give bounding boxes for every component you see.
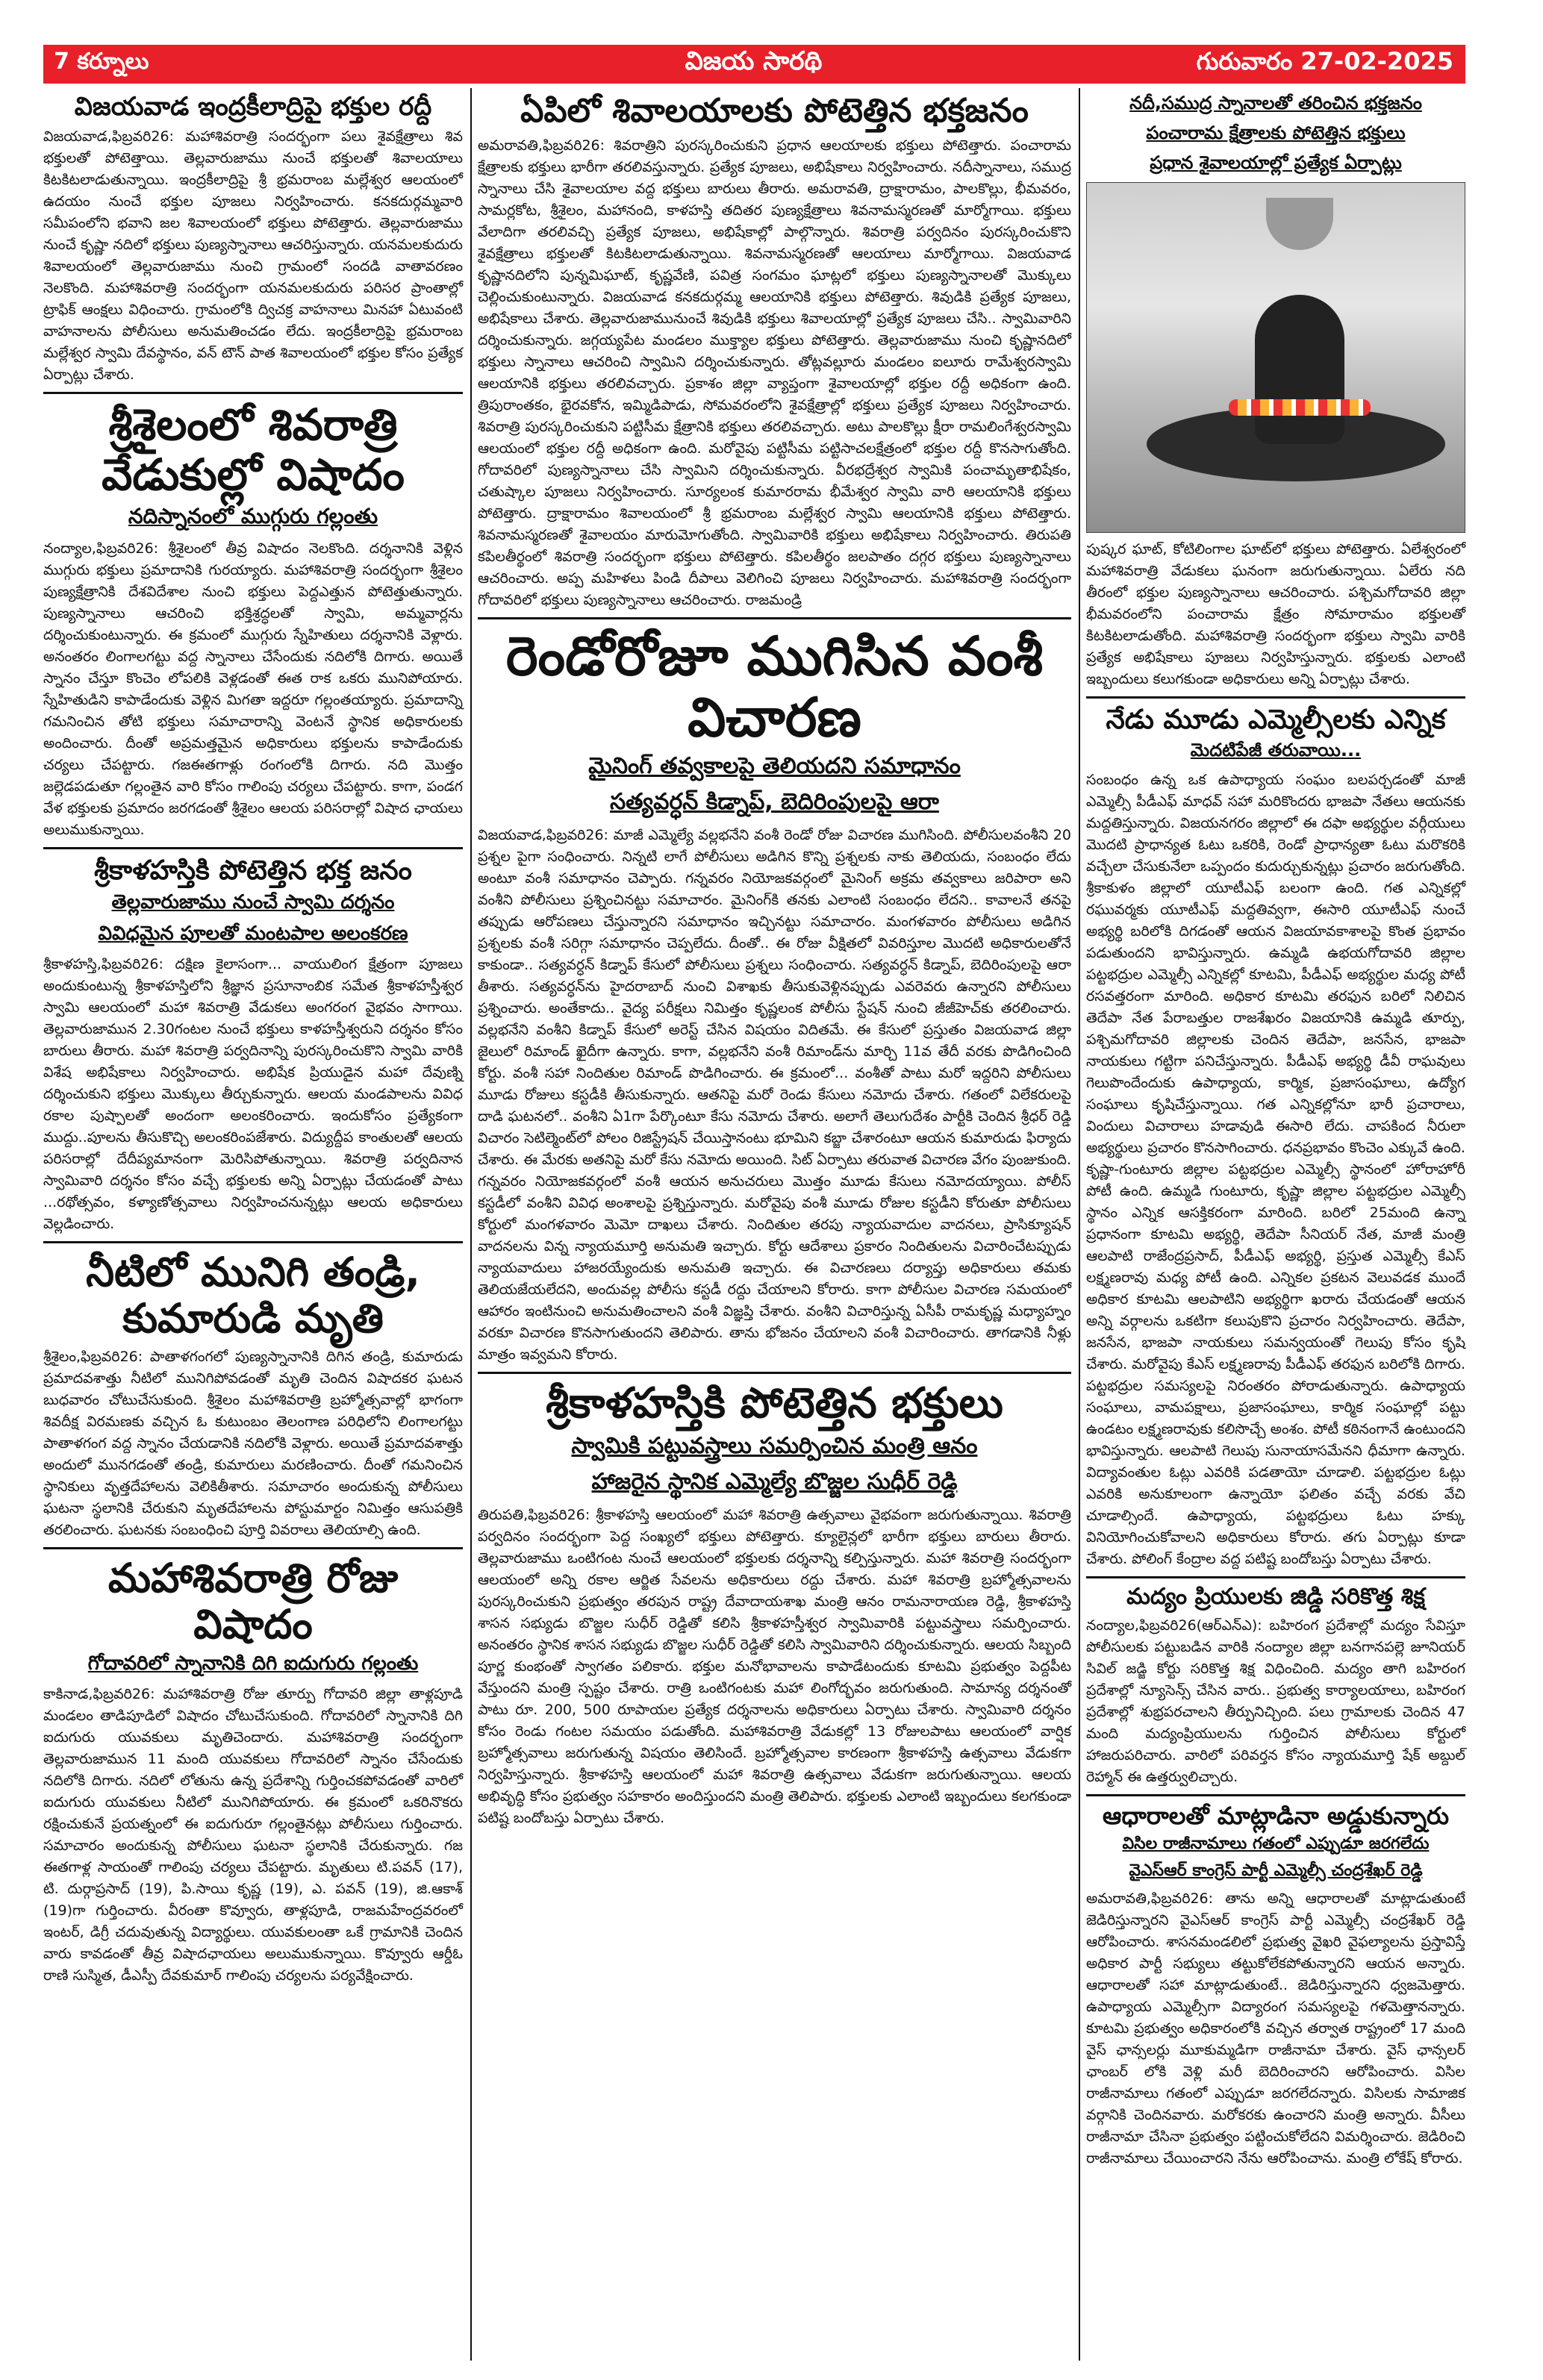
divider xyxy=(1086,696,1465,699)
divider xyxy=(1086,1576,1465,1578)
article-body: సంబంధం ఉన్న ఒక ఉపాధ్యాయ సంఘం బలపర్చడంతో మాజీ ఎమ్మెల్సీ పీడీఎఫ్ మాధవ్ సహా మరికొందరు భాజపా నేతలు ఆయనకు మద్దతిస్తున్నారు. విజయనగరం జిల్లాలో ఈ దఫా అభ్యర్థుల వర్గీయులు మొదటి ప్రాధాన్యత ఓటు ఒకరికి, రెండో ప్రాధాన్యతా ఓటు మరొకరికి వచ్చేలా చేసుకునేలా ఒప్పందం కుదుర్చుకున్నట్లు ప్రచారం జరుగుతోంది. శ్రీకాకుళం జిల్లాలో యూటీఎఫ్ బలంగా ఉంది. గత ఎన్నికల్లో రఘువర్మకు యూటీఎఫ్ మద్దతివ్వగా, ఈసారి యూటీఎఫ్ నుంచే అభ్యర్థి బరిలోకి దిగడంతో ఆయన విజయావకాశాలపై కొంత ప్రభావం పడుతుందని భావిస్తున్నారు. ఉమ్మడి ఉభయగోదావరి జిల్లాల పట్టభద్రుల ఎమ్మెల్సీ ఎన్నికల్లో కూటమి, పీడీఎఫ్ అభ్యర్థుల మధ్య పోటీ రసవత్తరంగా మారింది. అధికార కూటమి తరఫున బరిలో నిలిచిన తెదేపా నేత పేరాబత్తుల రాజశేఖరం విజయానికి ఉమ్మడి తూర్పు, పశ్చిమగోదావరి జిల్లాలకు చెందిన తెదేపా, జనసేన, భాజపా నాయకులు గట్టిగా పనిచేస్తున్నారు. పీడీఎఫ్ అభ్యర్థి డీవీ రాఘవులు గెలుపొందేందుకు ఉపాధ్యాయ, కార్మిక, ప్రజాసంఘాలు, ఉద్యోగ సంఘాలు కృషిచేస్తున్నాయి. గత ఎన్నికల్లోనూ భారీ ప్రచారాలు, విందులు విచారాలు హడావుడి ఈసారి లేదు. చాపకింద నీరులా అభ్యర్థులు ప్రచారం కొనసాగించారు. ధనప్రభావం కొంచెం ఎక్కువే ఉంది. కృష్ణా-గుంటూరు జిల్లాల పట్టభద్రుల ఎమ్మెల్సీ స్థానంలో హోరాహోరీ పోటీ ఉంది. ఉమ్మడి గుంటూరు, కృష్ణా జిల్లాల పట్టభద్రుల ఎమ్మెల్సీ స్థానం ఎన్నిక ఆసక్తికరంగా మారింది. బరిలో 25మంది ఉన్నా ప్రధానంగా కూటమి అభ్యర్థి, తెదేపా సీనియర్ నేత, మాజీ మంత్రి ఆలపాటి రాజేంద్రప్రసాద్, పీడీఎఫ్ అభ్యర్థి, ప్రస్తుత ఎమ్మెల్సీ కేఎస్ లక్ష్మణరావు మధ్య పోటీ ఉంది. ఎన్నికల ప్రకటన వెలువడక ముందే అధికార కూటమి ఆలపాటిని అభ్యర్థిగా ఖరారు చేయడంతో ఆయన అన్ని వర్గాలను ఒకటిగా కలుపుకొని ప్రచారం నిర్వహించారు. తెదేపా, జనసేన, భాజపా నాయకులు సమన్వయంతో గెలుపు కోసం కృషి చేశారు. మరోవైపు కేఎస్ లక్ష్మణరావు పీడీఎఫ్ తరఫున బరిలోకి దిగారు. పట్టభద్రుల సమస్యలపై నిరంతరం పోరాడుతున్నారు. ఉపాధ్యాయ సంఘాలు, వామపక్షాలు, ప్రజాసంఘాలు, కార్మిక సంఘాల్లో పట్టు ఉండటం లక్ష్మణరావుకు కలిసొచ్చే అంశం. పోటీ కఠినంగానే ఉంటుందని భావిస్తున్నారు. ఆలపాటి గెలుపు సునాయాసమేనని ధీమాగా ఉన్నారు. విద్యావంతుల ఓట్లు ఎవరికి పడతాయో చూడాలి. పట్టభద్రుల ఓట్లు ఎవరికి అనుకూలంగా ఉన్నాయో ఫలితం వచ్చే వరకు వేచి చూడాల్సిందే. ఉపాధ్యాయ, పట్టభద్రులు ఓటు హక్కు వినియోగించుకోవాలని అధికారులు కోరారు. తగు ఏర్పాట్లు కూడా చేశారు. పోలింగ్ కేంద్రాల వద్ద పటిష్ట బందోబస్తు ఏర్పాటు చేశారు. xyxy=(1086,772,1466,1568)
article-subheadline: ప్రధాన శైవాలయాల్లో ప్రత్యేక ఏర్పాట్లు xyxy=(1150,152,1402,173)
article-headline: మహాశివరాత్రి రోజు విషాదం xyxy=(107,1555,399,1649)
divider xyxy=(43,847,463,849)
article-body: అమరావతి,ఫిబ్రవరి26: శివరాత్రిని పురస్కరించుకుని ప్రధాన ఆలయాలకు భక్తులు పోటెత్తారు. పంచారామ క్షేత్రాలకు భక్తులు భారీగా తరలివస్తున్నారు. ప్రత్యేక పూజలు, అభిషేకాలు నిర్వహించారు. నదీస్నానాలు, సముద్ర స్నానాలు చేసి శైవాలయాల వద్ద భక్తులు బారులు తీరారు. అమరావతి, ద్రాక్షారామం, పాలకొల్లు, భీమవరం, సామర్లకోట, శ్రీశైలం, మహానంది, కాళహస్తి తదితర పుణ్యక్షేత్రాలు శివనామస్మరణతో మార్మోగాయి. భక్తులు వేలాదిగా తరలివచ్చి ప్రత్యేక పూజలు, అభిషేకాల్లో పాల్గొన్నారు. శివరాత్రి పర్వదినం పురస్కరించుకొని శైవక్షేత్రాలు భక్తులతో కిటకిటలాడుతున్నాయి. శివనామస్మరణతో ఆలయాలు మార్మోగాయి. విజయవాడ కృష్ణానదిలోని పున్నమిఘాట్, కృష్ణవేణి, పవిత్ర సంగమం ఘాట్లలో భక్తులు పుణ్యస్నానాలతో మొక్కులు చెల్లించుకుంటున్నారు. విజయవాడ కనకదుర్గమ్మ ఆలయానికి భక్తులు పోటెత్తారు. శివుడికి ప్రత్యేక పూజలు, అభిషేకాలు చేశారు. తెల్లవారుజామునుంచే శివుడికి భక్తులు శివాలయాల్లో ప్రత్యేక పూజలు చేసి.. స్వామివారిని దర్శించుకున్నారు. జగ్గయ్యపేట మండలం ముక్త్యాల భక్తులు పోటెత్తారు. తెల్లవారుజాము నుంచి కృష్ణానదిలో భక్తులు స్నానాలు ఆచరించి స్వామిని దర్శించుకున్నారు. తోట్లవల్లూరు మండలం ఐలూరు రామేశ్వరస్వామి ఆలయానికి భక్తులు తరలివచ్చారు. ప్రకాశం జిల్లా వ్యాప్తంగా శైవాలయాల్లో భక్తుల రద్దీ అధికంగా ఉంది. త్రిపురాంతకం, భైరవకోన, ఇమ్మిడిపాడు, సోమవరంలోని శైవక్షేత్రాల్లో భక్తులు ప్రత్యేక పూజలు నిర్వహించారు. శివరాత్రి పురస్కరించుకుని పట్టిసీమ క్షేత్రానికి భక్తులు తరలివచ్చారు. అటు పాలకొల్లు క్షీరా రామలింగేశ్వరస్వామి ఆలయంలో భక్తుల రద్దీ అధికంగా ఉంది. మరోవైపు పట్టిసీమ పట్టిసాచలక్షేత్రంలో భక్తుల రద్దీ కొనసాగుతోంది. గోదావరిలో పుణ్యస్నానాలు చేసి స్వామిని దర్శించుకున్నారు. వీరభద్రేశ్వర స్వామికి పంచామృతాభిషేకం, చతుష్కాల పూజలు నిర్వహించారు. సూర్యలంక కుమారరామ భీమేశ్వర స్వామి వారి ఆలయానికి భక్తులు పోటెత్తారు. ద్రాక్షారామం శివాలయంలో శ్రీ భ్రమరాంబ మల్లేశ్వర స్వామి ఆలయానికి భక్తులు పోటెత్తారు. శివనామస్మరణతో శైవాలయం మారుమోగుతోంది. స్వామివారికి భక్తులు అభిషేకాలు నిర్వహించారు. తిరుపతి కపిలతీర్థంలో శివరాత్రి సందర్భంగా భక్తులు పోటెత్తారు. కపిలతీర్థం జలపాతం దగ్గర భక్తులు పుణ్యస్నానాలు ఆచరించారు. అప్ప మహిళలు పిండి దీపాలు వెలిగించి పూజలు నిర్వహించారు. మహాశివరాత్రి సందర్భంగా గోదావరిలో భక్తులు పుణ్యస్నానాలు ఆచరించారు. రాజమండ్రి xyxy=(478,137,1071,608)
shivalinga-photo xyxy=(1086,182,1465,533)
divider xyxy=(43,1241,463,1243)
shivalinga xyxy=(1255,295,1344,444)
newspaper-name: విజయ సారథి xyxy=(685,46,823,76)
article-subheadline: వైఎస్‌ఆర్ కాంగ్రెస్ పార్టీ ఎమ్మెల్సీ చంద్రశేఖర్ రెడ్డి xyxy=(1129,1861,1423,1880)
divider xyxy=(43,1547,463,1549)
article-headline: నీటిలో మునిగి తండ్రి, కుమారుడి మృతి xyxy=(86,1248,420,1342)
article-headline: నేడు మూడు ఎమ్మెల్సీలకు ఎన్నిక xyxy=(1106,705,1446,735)
article-headline: మద్యం ప్రియులకు జిడ్డి సరికొత్త శిక్ష xyxy=(1126,1584,1425,1611)
article-headline: విజయవాడ ఇంద్రకీలాద్రిపై భక్తుల రద్దీ xyxy=(74,92,432,122)
abhishekam-vessel xyxy=(1266,198,1333,250)
article-body: నంద్యాల,ఫిబ్రవరి26(ఆర్ఎన్ఎ): బహిరంగ ప్రదేశాల్లో మద్యం సేవిస్తూ పోలీసులకు పట్టుబడిన వారికి నంద్యాల జిల్లా బనగానపల్లె జూనియర్ సివిల్ జడ్జి కోర్టు సరికొత్త శిక్ష విధించింది. మద్యం తాగి బహిరంగ ప్రదేశాల్లో న్యూసెన్స్ చేసిన వారు.. ప్రభుత్వ కార్యాలయాలు, బహిరంగ ప్రదేశాల్లో శుభ్రపరచాలని తీర్పునిచ్చింది. పలు గ్రామాలకు చెందిన 47 మంది మద్యంప్రియులను గుర్తించిన పోలీసులు కోర్టులో హాజరుపరిచారు. వారిలో పరివర్తన కోసం న్యాయమూర్తి షేక్ అబ్దుల్ రెహ్మాన్ ఈ ఉత్తర్వులిచ్చారు. xyxy=(1086,1617,1465,1785)
column-divider xyxy=(1079,88,1080,2361)
divider xyxy=(1086,1794,1465,1796)
article-subheadline: నదీ,సముద్ర స్నానాలతో తరించిన భక్తజనం xyxy=(1129,93,1422,113)
article-body: విజయవాడ,ఫిబ్రవరి26: మహాశివరాత్రి సందర్భంగా పలు శైవక్షేత్రాలు శివ భక్తులతో పోటెత్తాయి. తెల్లవారుజాము నుంచే భక్తులతో శివాలయాలు కిటకిటలాడుతున్నాయి. ఇంద్రకీలాద్రిపై శ్రీ భ్రమరాంబ మల్లేశ్వర ఆలయంలో ఉదయం నుంచే భక్తుల పూజలు నిర్వహించారు. కనకదుర్గమ్మవారి సమీపంలోని భవాని జల శివాలయంలో భక్తులు పోటెత్తారు. తెల్లవారుజాము నుంచే కృష్ణా నదిలో భక్తులు పుణ్యస్నానాలు ఆచరిస్తున్నారు. యనమలకుదురు శివాలయంలో తెల్లవారుజాము నుంచి గ్రామంలో సందడి వాతావరణం నెలకొంది. మహాశివరాత్రి సందర్భంగా యనమలకుదురు పరిసర ప్రాంతాల్లో ట్రాఫిక్ ఆంక్షలు విధించారు. గ్రామంలోకి ద్విచక్ర వాహనాలు మినహా ఏటువంటి వాహనాలను పోలీసులు అనుమతించడం లేదు. ఇంద్రకీలాద్రిపై భ్రమరాంబ మల్లేశ్వర స్వామి దేవస్థానం, వన్ టౌన్ పాత శివాలయంలో భక్తుల కోసం ప్రత్యేక ఏర్పాట్లు చేశారు. xyxy=(43,128,463,384)
divider xyxy=(478,1372,1071,1374)
column-center xyxy=(478,88,1071,1829)
article-body: అమరావతి,ఫిబ్రవరి26: తాను అన్ని ఆధారాలతో మాట్లాడుతుంటే జెడిరిస్తున్నారని వైఎస్ఆర్ కాంగ్రెస్ పార్టీ ఎమ్మెల్సీ చంద్రశేఖర్ రెడ్డి ఆరోపించారు. శాసనమండలిలో ప్రభుత్వ వైఖరి వైఫల్యాలను ప్రస్తావిస్తే అధికార పార్టీ సభ్యులు తట్టుకోలేకపోతున్నారని ఆయన అన్నారు. ఆధారాలతో సహా మాట్లాడుతుంటే.. జెడిరిస్తున్నారని ధ్వజమెత్తారు. ఉపాధ్యాయ ఎమ్మెల్సీగా విద్యారంగ సమస్యలపై గళమెత్తానన్నారు. కూటమి ప్రభుత్వం అధికారంలోకి వచ్చిన తర్వాత రాష్ట్రంలో 17 మంది వైస్ ఛాన్సలర్లు మూకుమ్మడిగా రాజీనామా చేశారు. వైస్ ఛాన్సలర్ ఛాంబర్ లోకి వెళ్లి మరీ బెదిరించారని ఆరోపించారు. విసిల రాజీనామాలు గతంలో ఎప్పుడూ జరగలేదన్నారు. విసిలకు సామాజిక వర్గానికి చెందినవారు. మరోకరకు ఉంచారని మంత్రి అన్నారు. వీసీలు రాజీనామా చేసినా ప్రభుత్వం పట్టించుకోలేదని విమర్శించారు. జెడిరించి రాజీనామాలు చేయించారని నేను ఆరోపించాను. మంత్రి లోకేష్ కోరారు. xyxy=(1086,1890,1465,2167)
article-subheadline: మైనింగ్ తవ్వకాలపై తెలియదని సమాధానం xyxy=(588,753,961,780)
flower-garland xyxy=(1229,399,1371,416)
article-headline: ఆధారాలతో మాట్లాడినా అడ్డుకున్నారు xyxy=(1102,1801,1450,1830)
article-headline: ఏపిలో శివాలయాలకు పోటెత్తిన భక్తజనం xyxy=(520,92,1029,130)
article-subheadline: మెదటిపేజీ తరువాయి... xyxy=(1190,740,1362,761)
article-body: కాకినాడ,ఫిబ్రవరి26: మహాశివరాత్రి రోజు తూర్పు గోదావరి జిల్లా తాళ్లపూడి మండలం తాడిపూడిలో విషాదం చోటుచేసుకుంది. గోదావరిలో స్నానానికి దిగి ఐదుగురు యువకులు మృతిచెందారు. మహాశివరాత్రి సందర్భంగా తెల్లవారుజామున 11 మంది యువకులు గోదావరిలో స్నానం చేసేందుకు నదిలోకి దిగారు. నదిలో లోతును ఉన్న ప్రదేశాన్ని గుర్తించకపోవడంతో వారిలో ఐదుగురు యువకులు నీటిలో మునిగిపోయారు. ఈ క్రమంలో ఒకరినొకరు రక్షించుకునే ప్రయత్నంలో ఈ ఐదుగురూ గల్లంతైనట్లు పోలీసులు గుర్తించారు. సమాచారం అందుకున్న పోలీసులు ఘటనా స్థలానికి చేరుకున్నారు. గజ ఈతగాళ్ల సాయంతో గాలింపు చర్యలు చేపట్టారు. మృతులు టి.పవన్ (17), టి. దుర్గాప్రసాద్ (19), పి.సాయి కృష్ణ (19), ఎ. పవన్ (19), జి.ఆకాశ్ (19)గా గుర్తించారు. వీరంతా కొవ్వూరు, తాళ్లపూడి, రాజమహేంద్రవరంలో ఇంటర్, డిగ్రీ చదువుతున్న విద్యార్థులు. యువకులంతా ఒకే గ్రామానికి చెందిన వారు కావడంతో తీవ్ర విషాదఛాయలు అలుముకున్నాయి. కొవ్వూరు ఆర్డీఓ రాణి సుస్మిత, డీఎస్పీ దేవకుమార్ గాలింపు చర్యలను పర్యవేక్షించారు. xyxy=(43,1686,463,1984)
article-subheadline: స్వామికి పట్టువస్త్రాలు సమర్పించిన మంత్రి ఆనం xyxy=(571,1432,978,1459)
article-subheadline: హాజరైన స్థానిక ఎమ్మెల్యే బొజ్జల సుధీర్ రెడ్డి xyxy=(591,1468,958,1495)
issue-date: గురువారం 27-02-2025 xyxy=(1196,47,1453,75)
article-body: పుష్కర ఘాట్, కోటిలింగాల ఘాట్‌లో భక్తులు పోటెత్తారు. ఏలేశ్వరంలో మహాశివరాత్రి వేడుకలు ఘనంగా జరుగుతున్నాయి. ఏలేరు నది తీరంలో భక్తుల పుణ్యస్నానాలు ఆచరించారు. పశ్చిమగోదావరి జిల్లా భీమవరంలోని పంచారామ క్షేత్రం సోమారామం భక్తులతో కిటకిటలాడుతోంది. మహాశివరాత్రి సందర్భంగా భక్తులు స్వామి వారికి ప్రత్యేక అభిషేకాలు పూజలు నిర్వహిస్తున్నారు. భక్తులకు ఎలాంటి ఇబ్బందులు కలుగకుండా అధికారులు అన్ని ఏర్పాట్లు చేశారు. xyxy=(1086,541,1465,687)
divider xyxy=(43,392,463,394)
article-body: విజయవాడ,ఫిబ్రవరి26: మాజీ ఎమ్మెల్యే వల్లభనేని వంశీ రెండో రోజు విచారణ ముగిసింది. పోలీసులవంశీని 20 ప్రశ్నల పైగా సంధించారు. నిన్నటి లాగే పోలీసులు అడిగిన కొన్ని ప్రశ్నలకు నాకు తెలియదు, సంబంధం లేదు అంటూ వంశీ సమాధానం చెప్పారు. గన్నవరం నియోజకవర్గంలో మైనింగ్ అక్రమ తవ్వకాలు జరిపారా అని వంశీని పోలీసులు ప్రశ్నించినట్టు సమాచారం. మైనింగ్‌కి తనకు ఎలాంటి సంబంధం లేదని.. కావాలనే తనపై తప్పుడు ఆరోపణలు చేస్తున్నారని సమాధానం ఇచ్చినట్టు సమాచారం. మంగళవారం పోలీసులు అడిగిన ప్రశ్నలకు వంశీ సరిగ్గా సమాధానం చెప్పలేదు. దీంతో.. ఈ రోజు వీక్షితలో వివరిస్తూల మొదటి అధికారులతోనే కాకుండా.. సత్యవర్ధన్ కిడ్నాప్ కేసులో పోలీసులు ప్రశ్నలు సంధించారు. సత్యవర్ధన్ కిడ్నాప్, బెదిరింపులపై ఆరా తీశారు. సత్యవర్ధన్‌ను హైదరాబాద్ నుంచి విశాఖకు తీసుకువెళ్లినప్పుడు ఎవరెవరు ఉన్నారని పోలీసులు ప్రశ్నించారు. అంతేకాదు.. వైద్య పరీక్షలు నిమిత్తం కృష్ణలంక పోలీసు స్టేషన్ నుంచి జీజీహెచ్‌కు తరలించారు. వల్లభనేని వంశీని కిడ్నాప్ కేసులో అరెస్ట్ చేసిన విషయం విదితమే. ఈ కేసులో ప్రస్తుతం విజయవాడ జిల్లా జైలులో రిమాండ్ ఖైదీగా ఉన్నారు. కాగా, వల్లభనేని వంశీ రిమాండ్‌ను మార్చి 11వ తేదీ వరకు పొడిగించింది కోర్టు. వంశీ సహా నిందితుల రిమాండ్ పొడిగించారు. ఈ క్రమంలో... వంశీతో పాటు మరో ఇద్దరిని పోలీసులు మూడు రోజులు కస్టడీకి తీసుకున్నారు. ఆతనిపై మరో రెండు కేసులు నమోదు చేశారు. గతంలో విలేకరులపై దాడి ఘటనలో.. వంశీని ఏ1గా పేర్కొంటూ కేసు నమోదు చేశారు. అలాగే తెలుగుదేశం పార్టీకి చెందిన శ్రీధర్ రెడ్డి విచారం సెటిల్మెంట్‌లో పోలం రిజిస్ట్రేషన్ చేయిస్తానంటు భూమిని కబ్జా చేశారంటూ ఆయన కుమారుడు ఫిర్యాదు చేశారు. ఈ మేరకు అతనిపై మరో కేసు నమోదు అయింది. సిట్ ఏర్పాటు తరువాత విచారణ వేగం పుంజుకుంది. గన్నవరం నియోజకవర్గంలో వంశీ ఆయన అనుచరులు మొత్తం మూడు కేసులు నమోదయ్యాయి. పోలీస్ కస్టడీలో వంశీని వివిధ అంశాలపై ప్రశ్నిస్తున్నారు. మరోవైపు వంశీ మూడు రోజుల కస్టడీని కోరుతూ పోలీసులు కోర్టులో మంగళవారం మెమో దాఖలు చేశారు. నిందితుల తరపు న్యాయవాదుల వాదనలు, ప్రాసిక్యూషన్ వాదనలను విన్న న్యాయమూర్తి అనుమతి ఇచ్చారు. కోర్టు ఆదేశాలు ప్రకారం నిందితులను విచారించేటప్పుడు న్యాయవాదులు హాజరయ్యేందుకు అనుమతి ఇచ్చారు. ఈ విచారణలు దర్యాప్తు అధికారులు తమకు తెలియజేయలేదని, అందువల్ల పోలీసు కస్టడీ రద్దు చేయాలని కోరారు. కాగా పోలీసుల విచారణ సమయంలో ఆహారం ఇంటినుంచి అనుమతించాలని వంశీ విజ్ఞప్తి చేశారు. వంశీని విచారిస్తున్న ఏసీపీ రామకృష్ణ మధ్యాహ్నం వరకూ విచారణ కొనసాగుతుందని తెలిపారు. తాను భోజనం చేయాలని వంశీ విచారించారు. తాగడానికి నీళ్లు మాత్రం ఇవ్వమని కోరారు. xyxy=(478,827,1071,1364)
article-subheadline: నదిస్నానంలో ముగ్గురు గల్లంతు xyxy=(128,504,378,529)
article-body: తిరుపతి,ఫిబ్రవరి26: శ్రీకాళహస్తి ఆలయంలో మహా శివరాత్రి ఉత్సవాలు వైభవంగా జరుగుతున్నాయి. శివరాత్రి పర్వదినం సందర్భంగా పెద్ద సంఖ్యలో భక్తులు పోటెత్తారు. క్యూలైన్లలో భారీగా భక్తులు బారులు తీరారు. తెల్లవారుజాము ఒంటిగంట నుంచే ఆలయంలో భక్తులకు దర్శనాన్ని కల్పిస్తున్నారు. మహా శివరాత్రి సందర్భంగా ఆలయంలో అన్ని రకాల ఆర్జిత సేవలను అధికారులు రద్దు చేశారు. మహా శివరాత్రి బ్రహ్మోత్సవాలను పురస్కరించుకుని ప్రభుత్వం తరపున రాష్ట్ర దేవాదాయశాఖ మంత్రి ఆనం రామనారాయణ రెడ్డి, శ్రీకాళహస్తి శాసన సభ్యుడు బొజ్జల సుధీర్ రెడ్డితో కలిసి శ్రీకాళహస్తీశ్వర స్వామివారికి పట్టువస్త్రాలు సమర్పించారు. అనంతరం స్థానిక శాసన సభ్యుడు బొజ్జల సుధీర్ రెడ్డితో కలిసి స్వామివారిని దర్శించుకున్నారు. ఆలయ సిబ్బంది పూర్ణ కుంభంతో స్వాగతం పలికారు. భక్తుల మనోభావాలను కాపాడేటందుకు కూటమి ప్రభుత్వం పెద్దపీట వేస్తుందని మంత్రి స్పష్టం చేశారు. రాత్రి ఒంటిగంటకు మహా లింగోద్భవం జరుగుతుంది. సామాన్య దర్శనంతో పాటు రూ. 200, 500 రూపాయల ప్రత్యేక దర్శనాలను అధికారులు ఏర్పాటు చేశారు. స్వామివారి దర్శనం కోసం రెండు గంటల సమయం పడుతోంది. మహాశివరాత్రి వేడుకల్లో 13 రోజులపాటు ఆలయంలో వార్షిక బ్రహ్మోత్సవాలు జరుగుతున్న విషయం తెలిసిందే. బ్రహ్మోత్సవాల కారణంగా శ్రీకాళహస్తి ఉత్సవాలు వేడుకగా నిర్వహిస్తున్నారు. శ్రీకాళహస్తి ఆలయంలో మహా శివరాత్రి ఉత్సవాలు వేడుకగా జరుగుతున్నాయి. ఆలయ అభివృద్ధి కోసం ప్రభుత్వం సహకారం అందిస్తుందని మంత్రి తెలిపారు. భక్తులకు ఎలాంటి ఇబ్బందులు కలగకుండా పటిష్ట బందోబస్తు ఏర్పాటు చేశారు. xyxy=(478,1506,1072,1826)
article-headline: శ్రీకాళహస్తికి పోటెత్తిన భక్త జనం xyxy=(94,855,412,887)
article-subheadline: పంచారామ క్షేత్రాలకు పోటెత్తిన భక్తులు xyxy=(1146,122,1406,143)
page-number: 7 కర్నూలు xyxy=(54,49,149,75)
article-headline: శ్రీకాళహస్తికి పోటెత్తిన భక్తులు xyxy=(546,1379,1003,1428)
article-subheadline: వివిధమైన పూలతో మంటపాల అలంకరణ xyxy=(98,922,408,945)
article-body: శ్రీశైలం,ఫిబ్రవరి26: పాతాళగంగలో పుణ్యస్నానానికి దిగిన తండ్రి, కుమారుడు ప్రమాదవశాత్తు నీటిలో మునిగిపోవడంతో మృతి చెందిన విషాదకర ఘటన బుధవారం చోటుచేసుకుంది. శ్రీశైలం మహాశివరాత్రి బ్రహ్మోత్సవాల్లో భాగంగా శివదీక్ష విరమణకు వచ్చిన ఓ కుటుంబం తెలంగాణ పరిధిలోని లింగాలగట్టు పాతాళగంగ వద్ద స్నానం చేయడానికి నదిలోకి వెళ్లారు. అయితే ప్రమాదవశాత్తు అందులో మునగడంతో తండ్రి, కుమారులు మరణించారు. దీంతో గమనించిన స్థానికులు వృత్తదేహాలను వెలికితీశారు. సమాచారం అందుకున్న పోలీసులు ఘటనా స్థలానికి చేరుకుని మృతదేహాలను పోస్టుమార్టం నిమిత్తం ఆసుపత్రికి తరలించారు. ఘటనకు సంబంధించి పూర్తి వివరాలు తెలియాల్సి ఉంది. xyxy=(43,1349,463,1539)
article-headline: శ్రీశైలంలో శివరాత్రి వేడుకుల్లో విషాదం xyxy=(102,399,405,500)
article-subheadline: గోదావరిలో స్నానానికి దిగి ఐదుగురు గల్లంతు xyxy=(87,1652,419,1675)
article-body: శ్రీకాళహస్తి,ఫిబ్రవరి26: దక్షిణ కైలాసంగా... వాయులింగ క్షేత్రంగా పూజలు అందుకుంటున్న శ్రీకాళహస్తిలోని శ్రీజ్ఞాన ప్రసూనాంబిక సమేత శ్రీకాళహస్తీశ్వర స్వామి ఆలయంలో మహా శివరాత్రి వేడుకలు అంగరంగ వైభవం సాగాయి. తెల్లవారుజామున 2.30గంటల నుంచే భక్తులు కాళహస్తీశ్వరుని దర్శనం కోసం బారులు తీరారు. మహా శివరాత్రి పర్వదినాన్ని పురస్కరించుకొని స్వామి వారికి విశేష అభిషేకాలు నిర్వహించారు. అభిషేక ప్రియుడైన మహా దేవుణ్ని దర్శించుకుని భక్తులు మొక్కులు తీర్చుకున్నారు. ఆలయ మండపాలను వివిధ రకాల పుష్పాలతో అందంగా అలంకరించారు. ఇందుకోసం ప్రత్యేకంగా ముద్దు..పూలను తీసుకొచ్చి అలంకరింపజేశారు. విద్యుద్దీప కాంతులతో ఆలయ పరిసరాల్లో దేదీప్యమానంగా మెరిసిపోతున్నాయి. శివరాత్రి పర్వదినాన స్వామివారి దర్శనం కోసం వచ్చే భక్తులకు అన్ని ఏర్పాట్లు చేయడంతో పాటు ...రథోత్సవం, కళ్యాణోత్సవాలు నిర్వహించనున్నట్లు ఆలయ అధికారులు వెల్లడించారు. xyxy=(43,955,463,1232)
article-body: నంద్యాల,ఫిబ్రవరి26: శ్రీశైలంలో తీవ్ర విషాదం నెలకొంది. దర్శనానికి వెళ్లిన ముగ్గురు భక్తులు ప్రమాదానికి గురయ్యారు. మహాశివరాత్రి సందర్భంగా శ్రీశైలం పుణ్యక్షేత్రానికి దేశవిదేశాల నుంచి భక్తులు పెద్దఎత్తున పోటెత్తుతున్నారు. పుణ్యస్నానాలు ఆచరించి భక్తిశ్రద్ధలతో స్వామి, అమ్మవార్లను దర్శించుకుంటున్నారు. ఈ క్రమంలో ముగ్గురు స్నేహితులు దర్శనానికి వెళ్లారు. అనంతరం లింగాలగట్టు వద్ద స్నానాలు చేసేందుకు నదిలోకి దిగారు. అయితే స్నానం చేస్తూ కొంచెం లోపలికి వెళ్లడంతో ఈత రాక ఒకరు మునిపోయారు. స్నేహితుడిని కాపాడేందుకు వెళ్లిన మిగతా ఇద్దరూ గల్లంతయ్యారు. ప్రమాదాన్ని గమనించిన తోటి భక్తులు సమాచారాన్ని వెంటనే స్థానిక అధికారులకు అందించారు. దీంతో అప్రమత్తమైన అధికారులు భక్తులను కాపాడేందుకు చర్యలు చేపట్టారు. గజఈతగాళ్లు రంగంలోకి దిగారు. నది మొత్తం జల్లెడపడుతూ గల్లంతైన వారి కోసం గాలింపు చర్యలు చేపట్టారు. కాగా, పండగ వేళ భక్తులకు ప్రమాదం జరగడంతో శ్రీశైలం ఆలయ పరిసరాల్లో విషాద ఛాయలు అలుముకున్నాయి. xyxy=(43,540,463,839)
masthead xyxy=(43,45,1465,84)
article-subheadline: తెల్లవారుజాము నుంచే స్వామి దర్శనం xyxy=(111,890,395,913)
column-divider xyxy=(470,88,472,2361)
article-headline: రెండోరోజూ ముగిసిన వంశీ విచారణ xyxy=(505,624,1044,749)
column-left xyxy=(43,88,463,1987)
divider xyxy=(478,617,1071,619)
article-subheadline: సత్యవర్ధన్ కిడ్నాప్, బెదిరింపులపై ఆరా xyxy=(610,789,939,816)
column-right xyxy=(1086,88,1465,2170)
article-subheadline: విసిల రాజీనామాలు గతంలో ఎప్పుడూ జరగలేదు xyxy=(1122,1834,1430,1853)
